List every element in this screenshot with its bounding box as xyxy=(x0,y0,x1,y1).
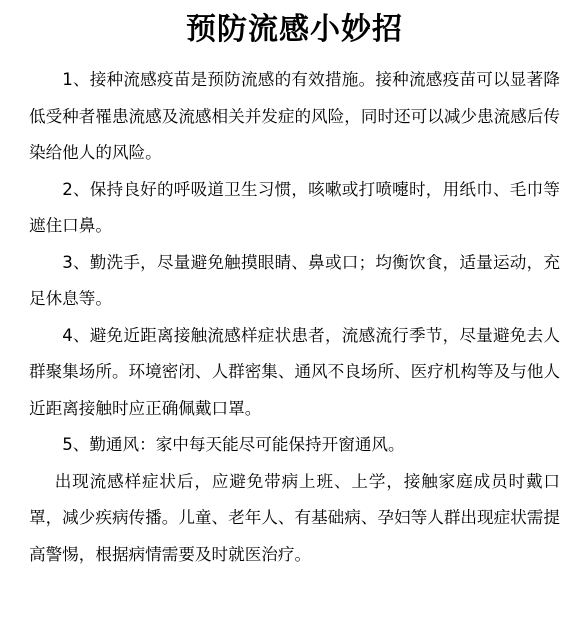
paragraph-ventilation: 5、勤通风：家中每天能尽可能保持开窗通风。 xyxy=(62,435,405,454)
paragraph-symptoms-advice: 出现流感样症状后，应避免带病上班、上学，接触家庭成员时戴口罩，减少疾病传播。儿童、老年人、有基础病、孕妇等人群出现症状需提高警惕，根据病情需要及时就医治疗。 xyxy=(29,471,560,564)
paragraph-hand-washing: 3、勤洗手，尽量避免触摸眼睛、鼻或口；均衡饮食，适量运动，充足休息等。 xyxy=(29,252,560,308)
paragraph-avoid-contact: 4、避免近距离接触流感样症状患者，流感流行季节，尽量避免去人群聚集场所。环境密闭、人群密集、通风不良场所、医疗机构等及与他人近距离接触时应正确佩戴口罩。 xyxy=(29,325,560,418)
document-body xyxy=(29,62,560,573)
paragraph-vaccination: 1、接种流感疫苗是预防流感的有效措施。接种流感疫苗可以显著降低受种者罹患流感及流感相关并发症的风险，同时还可以减少患流感后传染给他人的风险。 xyxy=(29,70,560,162)
document-title: 预防流感小妙招 xyxy=(186,12,403,47)
paragraph-respiratory-hygiene: 2、保持良好的呼吸道卫生习惯，咳嗽或打喷嚏时，用纸巾、毛巾等遮住口鼻。 xyxy=(29,179,560,235)
